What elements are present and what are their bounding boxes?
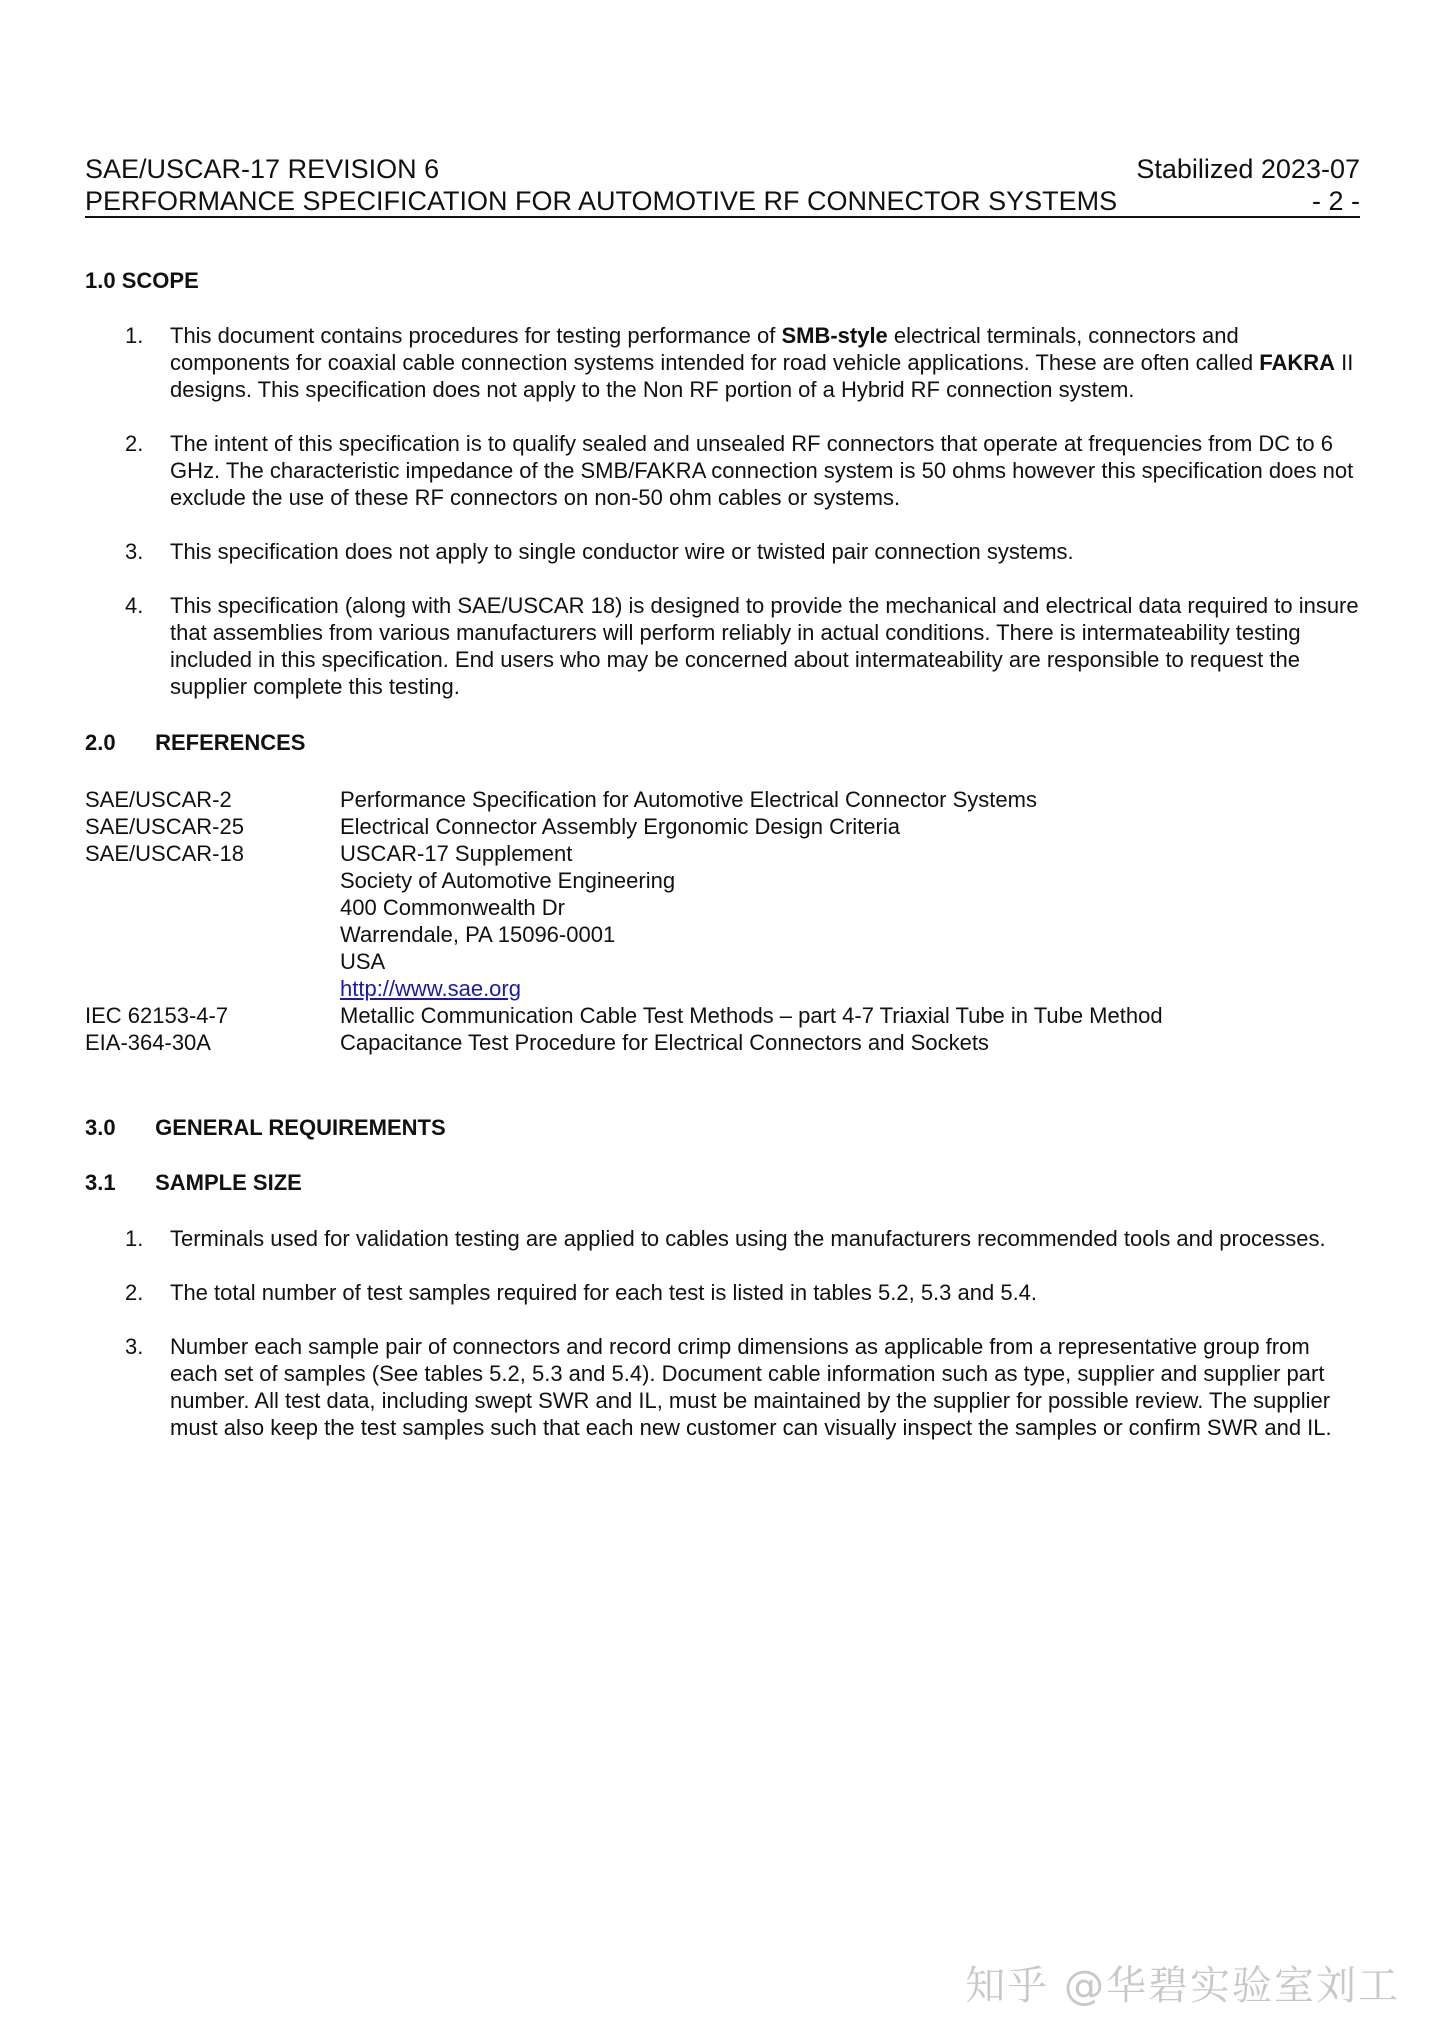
section-number: 2.0 (85, 730, 116, 755)
section-heading-general-requirements (85, 1114, 446, 1141)
section-heading-scope (85, 267, 199, 294)
list-item: 2. The intent of this specification is to qualify sealed and unsealed RF connectors that operate at frequencies from DC to 6 GHz. The characteristic impedance of the SMB/FAKRA connection system is 50 ohms however this specification does not exclude the use of these RF connectors on non-50 ohm cables or systems. (125, 431, 1354, 510)
list-item: 3. This specification does not apply to single conductor wire or twisted pair connection systems. (125, 539, 1074, 564)
reference-row: EIA-364-30A Capacitance Test Procedure for Electrical Connectors and Sockets (85, 1030, 989, 1055)
section-number: 1.0 (85, 268, 116, 293)
reference-row: SAE/USCAR-18 USCAR-17 Supplement Society of Automotive Engineering 400 Commonwealth Dr Warrendale, PA 15096-0001 USA http://www.sae.org (85, 841, 676, 1001)
reference-row: SAE/USCAR-25 Electrical Connector Assembly Ergonomic Design Criteria (85, 814, 900, 839)
document-status: Stabilized 2023-07 (1136, 154, 1360, 184)
section-title: SCOPE (121, 268, 199, 293)
section-title: REFERENCES (155, 730, 306, 755)
section-heading-references (85, 729, 305, 756)
sample-size-list (125, 1225, 1360, 1441)
sae-website-link[interactable]: http://www.sae.org (340, 976, 521, 1001)
references-table (85, 786, 1360, 1056)
section-title: SAMPLE SIZE (155, 1170, 302, 1195)
list-item: 3. Number each sample pair of connectors and record crimp dimensions as applicable from a representative group from each set of samples (See tables 5.2, 5.3 and 5.4). Document cable information such as type, supplier and supplier part number. All test data, including swept SWR and IL, must be maintained by the supplier for possible review. The supplier must also keep the test samples such that each new customer can visually inspect the samples or confirm SWR and IL. (125, 1334, 1332, 1440)
page-number: - 2 - (1311, 186, 1360, 216)
document-title: PERFORMANCE SPECIFICATION FOR AUTOMOTIVE RF CONNECTOR SYSTEMS (85, 186, 1118, 216)
scope-list (125, 322, 1360, 700)
section-title: GENERAL REQUIREMENTS (155, 1115, 446, 1140)
header-rule (85, 216, 1360, 218)
list-item: 2. The total number of test samples required for each test is listed in tables 5.2, 5.3 and 5.4. (125, 1280, 1038, 1305)
section-heading-sample-size (85, 1169, 302, 1196)
reference-row: SAE/USCAR-2 Performance Specification for Automotive Electrical Connector Systems (85, 787, 1037, 812)
section-number: 3.0 (85, 1115, 116, 1140)
list-item: 1. This document contains procedures for testing performance of SMB-style electrical terminals, connectors and components for coaxial cable connection systems intended for road vehicle applications. These are often called FAKRA II designs. This specification does not apply to the Non RF portion of a Hybrid RF connection system. (125, 323, 1354, 402)
list-item: 1. Terminals used for validation testing are applied to cables using the manufacturers recommended tools and processes. (125, 1226, 1326, 1251)
reference-row: IEC 62153-4-7 Metallic Communication Cable Test Methods – part 4-7 Triaxial Tube in Tube Method (85, 1003, 1163, 1028)
document-id: SAE/USCAR-17 REVISION 6 (85, 154, 440, 184)
section-number: 3.1 (85, 1170, 116, 1195)
watermark: 知乎 @华碧实验室刘工 (965, 1963, 1400, 2009)
page-header (85, 153, 1360, 217)
list-item: 4. This specification (along with SAE/USCAR 18) is designed to provide the mechanical and electrical data required to insure that assemblies from various manufacturers will perform reliably in actual conditions. There is intermateability testing included in this specification. End users who may be concerned about intermateability are responsible to request the supplier complete this testing. (125, 593, 1359, 699)
